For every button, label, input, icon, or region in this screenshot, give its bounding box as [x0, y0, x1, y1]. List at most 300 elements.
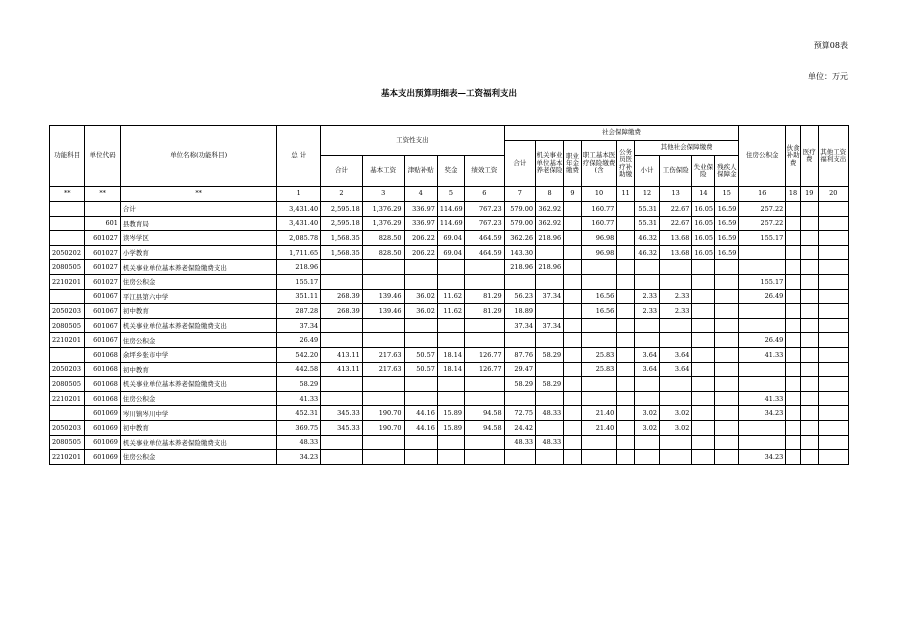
table-cell [362, 391, 404, 406]
table-cell: 16.56 [581, 304, 616, 319]
unit-code-cell: 601069 [85, 420, 120, 435]
unit-code-cell: 601027 [85, 274, 120, 289]
unit-name-cell: 合计 [120, 202, 276, 217]
table-cell: 2.33 [635, 289, 660, 304]
table-cell [564, 245, 582, 260]
table-cell: 2,595.18 [321, 216, 363, 231]
table-cell: 15.89 [437, 420, 464, 435]
table-cell [818, 289, 848, 304]
table-cell [564, 377, 582, 392]
table-cell [692, 435, 715, 450]
table-cell: 13.68 [660, 231, 692, 246]
table-cell [818, 406, 848, 421]
table-cell [404, 318, 437, 333]
table-cell [660, 450, 692, 465]
table-cell [362, 260, 404, 275]
table-cell [564, 318, 582, 333]
table-cell [692, 362, 715, 377]
table-cell [581, 450, 616, 465]
table-cell: 767.23 [465, 202, 505, 217]
column-index-cell: 16 [739, 187, 786, 202]
table-cell [362, 318, 404, 333]
func-code-cell [50, 289, 85, 304]
table-cell [800, 333, 818, 348]
unit-code-cell: 601068 [85, 347, 120, 362]
table-cell: 13.68 [660, 245, 692, 260]
table-cell [660, 435, 692, 450]
table-cell: 336.97 [404, 202, 437, 217]
table-cell: 18.14 [437, 347, 464, 362]
table-cell [437, 391, 464, 406]
column-index-cell: 3 [362, 187, 404, 202]
table-cell [818, 304, 848, 319]
table-cell: 69.04 [437, 231, 464, 246]
table-cell [818, 420, 848, 435]
table-cell: 1,568.35 [321, 245, 363, 260]
table-cell [617, 420, 635, 435]
column-index-cell: 10 [581, 187, 616, 202]
table-cell: 3,431.40 [277, 202, 321, 217]
table-cell [465, 260, 505, 275]
table-cell: 16.56 [581, 289, 616, 304]
table-cell: 87.76 [504, 347, 535, 362]
unit-name-cell: 岑川镇岑川中学 [120, 406, 276, 421]
table-cell [564, 391, 582, 406]
table-cell [739, 362, 786, 377]
table-cell: 21.40 [581, 420, 616, 435]
table-cell [786, 435, 801, 450]
table-cell [564, 260, 582, 275]
table-cell: 160.77 [581, 202, 616, 217]
table-cell: 48.33 [535, 406, 563, 421]
table-cell [715, 362, 739, 377]
header-performance-wage: 绩效工资 [465, 156, 505, 187]
header-unit-name: 单位名称(功能科目) [120, 126, 276, 187]
table-cell [504, 333, 535, 348]
table-cell [660, 274, 692, 289]
table-cell [321, 318, 363, 333]
table-cell: 2,085.78 [277, 231, 321, 246]
table-cell: 21.40 [581, 406, 616, 421]
table-cell: 257.22 [739, 202, 786, 217]
table-cell [581, 377, 616, 392]
table-cell: 2,595.18 [321, 202, 363, 217]
column-index-cell: 19 [800, 187, 818, 202]
table-cell [362, 435, 404, 450]
column-index-cell: 15 [715, 187, 739, 202]
table-cell: 345.33 [321, 420, 363, 435]
unit-name-cell: 小学教育 [120, 245, 276, 260]
table-cell: 464.59 [465, 231, 505, 246]
table-cell: 48.33 [277, 435, 321, 450]
table-cell [535, 391, 563, 406]
table-cell [564, 406, 582, 421]
table-cell [465, 450, 505, 465]
table-cell: 1,568.35 [321, 231, 363, 246]
table-cell [321, 274, 363, 289]
table-cell: 206.22 [404, 231, 437, 246]
unit-name-cell: 机关事业单位基本养老保险缴费支出 [120, 260, 276, 275]
table-cell [465, 318, 505, 333]
table-cell [800, 245, 818, 260]
table-cell: 26.49 [739, 289, 786, 304]
table-cell [818, 347, 848, 362]
unit-code-cell: 601068 [85, 362, 120, 377]
header-disabled-fund: 残疾人保障金 [715, 156, 739, 187]
table-cell [800, 231, 818, 246]
table-cell: 72.75 [504, 406, 535, 421]
table-cell [581, 435, 616, 450]
form-number: 预算08表 [813, 41, 848, 50]
table-cell [786, 304, 801, 319]
table-cell: 37.34 [504, 318, 535, 333]
table-cell [635, 260, 660, 275]
table-cell: 16.59 [715, 216, 739, 231]
table-cell: 155.17 [739, 231, 786, 246]
unit-name-cell: 机关事业单位基本养老保险缴费支出 [120, 318, 276, 333]
table-row [50, 391, 849, 406]
table-cell [617, 450, 635, 465]
table-cell [715, 450, 739, 465]
table-cell [692, 274, 715, 289]
header-unit-code: 单位代码 [85, 126, 120, 187]
unit-code-cell: 601027 [85, 245, 120, 260]
table-cell: 3.64 [635, 347, 660, 362]
table-cell: 18.14 [437, 362, 464, 377]
header-other-welfare: 其他工资福利支出 [818, 126, 848, 187]
table-cell [800, 450, 818, 465]
table-cell: 452.31 [277, 406, 321, 421]
table-cell [581, 318, 616, 333]
table-cell [715, 420, 739, 435]
table-cell [715, 304, 739, 319]
table-cell: 362.92 [535, 216, 563, 231]
table-cell [800, 304, 818, 319]
table-cell [692, 450, 715, 465]
table-cell: 16.05 [692, 216, 715, 231]
header-medical-insurance: 职工基本医疗保险缴费(含 [581, 141, 616, 187]
table-cell [437, 333, 464, 348]
table-cell [404, 260, 437, 275]
header-wage-group: 工资性支出 [321, 126, 505, 156]
table-cell: 218.96 [277, 260, 321, 275]
table-cell [739, 260, 786, 275]
table-cell [786, 202, 801, 217]
table-cell [617, 347, 635, 362]
table-cell [786, 260, 801, 275]
table-cell: 29.47 [504, 362, 535, 377]
table-cell: 828.50 [362, 231, 404, 246]
unit-code-cell: 601 [85, 216, 120, 231]
table-cell [692, 420, 715, 435]
table-cell: 218.96 [504, 260, 535, 275]
table-cell: 24.42 [504, 420, 535, 435]
table-cell [535, 274, 563, 289]
table-cell [321, 377, 363, 392]
table-cell [800, 318, 818, 333]
table-cell [564, 231, 582, 246]
column-index-cell: 20 [818, 187, 848, 202]
table-cell [465, 391, 505, 406]
header-civil-medical: 公务员医疗补助缴 [617, 141, 635, 187]
table-cell: 2.33 [635, 304, 660, 319]
table-cell: 36.02 [404, 304, 437, 319]
func-code-cell: 2210201 [50, 274, 85, 289]
table-cell [786, 245, 801, 260]
table-cell [786, 347, 801, 362]
table-cell [617, 318, 635, 333]
table-cell [715, 274, 739, 289]
table-cell: 37.34 [535, 318, 563, 333]
table-cell: 46.32 [635, 231, 660, 246]
table-cell [692, 333, 715, 348]
func-code-cell: 2210201 [50, 450, 85, 465]
table-cell [564, 435, 582, 450]
table-cell [321, 333, 363, 348]
table-cell: 11.62 [437, 304, 464, 319]
table-cell: 1,711.65 [277, 245, 321, 260]
table-cell: 34.23 [739, 450, 786, 465]
column-index-cell: 1 [277, 187, 321, 202]
table-cell [692, 289, 715, 304]
table-cell [437, 435, 464, 450]
table-cell: 81.29 [465, 289, 505, 304]
table-cell [818, 391, 848, 406]
table-cell: 37.34 [535, 289, 563, 304]
header-unemployment-insurance: 失业保险 [692, 156, 715, 187]
table-cell [617, 304, 635, 319]
func-code-cell [50, 231, 85, 246]
table-cell: 46.32 [635, 245, 660, 260]
table-cell: 828.50 [362, 245, 404, 260]
table-cell [800, 260, 818, 275]
table-cell [800, 289, 818, 304]
table-cell [800, 420, 818, 435]
table-cell: 56.23 [504, 289, 535, 304]
table-cell [465, 274, 505, 289]
table-cell: 579.00 [504, 202, 535, 217]
table-cell: 50.57 [404, 347, 437, 362]
table-cell: 139.46 [362, 289, 404, 304]
table-cell [786, 318, 801, 333]
func-code-cell: 2080505 [50, 318, 85, 333]
table-cell [800, 377, 818, 392]
column-index-cell: 2 [321, 187, 363, 202]
unit-code-cell: 601069 [85, 450, 120, 465]
table-cell: 50.57 [404, 362, 437, 377]
header-allowance: 津贴补贴 [404, 156, 437, 187]
column-index-cell: 8 [535, 187, 563, 202]
table-cell: 37.34 [277, 318, 321, 333]
table-cell: 362.92 [535, 202, 563, 217]
table-cell [660, 377, 692, 392]
table-row [50, 435, 849, 450]
table-cell [404, 333, 437, 348]
table-cell [818, 260, 848, 275]
table-cell [581, 391, 616, 406]
table-cell: 218.96 [535, 231, 563, 246]
table-cell [715, 260, 739, 275]
table-cell: 3.64 [635, 362, 660, 377]
unit-name-cell: 住房公积金 [120, 450, 276, 465]
column-index-cell: 7 [504, 187, 535, 202]
table-cell: 3,431.40 [277, 216, 321, 231]
column-index-cell: 4 [404, 187, 437, 202]
column-index-cell: 11 [617, 187, 635, 202]
table-cell: 139.46 [362, 304, 404, 319]
table-header [50, 126, 849, 202]
unit-label: 单位：万元 [808, 72, 848, 81]
header-other-ss-group: 其他社会保障缴费 [635, 141, 739, 156]
table-row [50, 333, 849, 348]
table-cell [715, 391, 739, 406]
table-cell [800, 216, 818, 231]
func-code-cell: 2050203 [50, 420, 85, 435]
table-cell: 579.00 [504, 216, 535, 231]
table-cell [404, 391, 437, 406]
table-cell: 268.39 [321, 289, 363, 304]
table-cell: 190.70 [362, 406, 404, 421]
column-index-row [50, 187, 849, 202]
table-cell [535, 333, 563, 348]
table-cell [465, 435, 505, 450]
table-cell [617, 333, 635, 348]
column-index-cell: 18 [786, 187, 801, 202]
table-cell: 218.96 [535, 260, 563, 275]
table-cell [535, 420, 563, 435]
table-cell: 413.11 [321, 347, 363, 362]
header-social-security-group: 社会保障缴费 [504, 126, 739, 141]
table-row [50, 362, 849, 377]
table-cell [739, 420, 786, 435]
table-cell: 41.33 [739, 347, 786, 362]
table-cell: 1,376.29 [362, 216, 404, 231]
table-cell: 58.29 [504, 377, 535, 392]
table-cell [800, 347, 818, 362]
table-cell: 2.33 [660, 304, 692, 319]
table-cell [818, 362, 848, 377]
table-cell [437, 377, 464, 392]
table-cell: 3.64 [660, 362, 692, 377]
func-code-cell [50, 216, 85, 231]
table-cell [818, 333, 848, 348]
func-code-cell: 2080505 [50, 435, 85, 450]
table-cell [818, 202, 848, 217]
table-row [50, 245, 849, 260]
table-row [50, 450, 849, 465]
table-cell: 155.17 [739, 274, 786, 289]
table-cell [739, 304, 786, 319]
table-cell [715, 289, 739, 304]
unit-code-cell: 601068 [85, 391, 120, 406]
table-cell [800, 391, 818, 406]
table-cell [564, 202, 582, 217]
table-cell [818, 377, 848, 392]
table-cell [818, 231, 848, 246]
table-cell: 96.98 [581, 231, 616, 246]
column-index-cell: ** [85, 187, 120, 202]
table-cell [692, 391, 715, 406]
func-code-cell: 2050202 [50, 245, 85, 260]
table-cell [818, 450, 848, 465]
table-cell [692, 260, 715, 275]
table-cell: 16.05 [692, 202, 715, 217]
table-cell [617, 202, 635, 217]
table-cell: 217.63 [362, 347, 404, 362]
table-cell: 58.29 [535, 377, 563, 392]
table-cell [617, 377, 635, 392]
page-title: 基本支出预算明细表—工资福利支出 [380, 89, 517, 99]
unit-code-cell: 601069 [85, 406, 120, 421]
table-cell [535, 245, 563, 260]
table-cell [617, 245, 635, 260]
func-code-cell: 2050203 [50, 304, 85, 319]
table-cell: 143.30 [504, 245, 535, 260]
unit-name-cell: 县教育局 [120, 216, 276, 231]
table-cell: 69.04 [437, 245, 464, 260]
table-cell [739, 377, 786, 392]
table-cell [818, 318, 848, 333]
table-cell: 126.77 [465, 347, 505, 362]
table-cell [660, 333, 692, 348]
table-cell [715, 347, 739, 362]
table-cell [818, 274, 848, 289]
unit-name-cell: 住房公积金 [120, 391, 276, 406]
table-cell [786, 420, 801, 435]
budget-detail-table [49, 125, 849, 465]
table-cell [635, 274, 660, 289]
table-cell [564, 347, 582, 362]
table-cell: 22.67 [660, 202, 692, 217]
table-cell [321, 435, 363, 450]
table-cell: 268.39 [321, 304, 363, 319]
table-cell [321, 450, 363, 465]
table-cell [564, 304, 582, 319]
table-cell [635, 333, 660, 348]
column-index-cell: 6 [465, 187, 505, 202]
table-cell [660, 260, 692, 275]
unit-name-cell: 初中教育 [120, 362, 276, 377]
table-cell: 36.02 [404, 289, 437, 304]
table-body [50, 202, 849, 465]
table-cell: 126.77 [465, 362, 505, 377]
table-cell: 48.33 [535, 435, 563, 450]
table-cell [581, 260, 616, 275]
table-cell: 287.28 [277, 304, 321, 319]
table-cell: 15.89 [437, 406, 464, 421]
func-code-cell [50, 202, 85, 217]
table-cell: 336.97 [404, 216, 437, 231]
table-cell [504, 274, 535, 289]
table-cell: 26.49 [277, 333, 321, 348]
table-row [50, 289, 849, 304]
table-cell: 3.02 [635, 420, 660, 435]
table-cell [786, 289, 801, 304]
table-cell [404, 274, 437, 289]
table-cell: 44.16 [404, 406, 437, 421]
table-cell [692, 377, 715, 392]
table-cell [692, 406, 715, 421]
table-cell [437, 274, 464, 289]
table-cell [617, 231, 635, 246]
header-total: 总 计 [277, 126, 321, 187]
table-cell [465, 333, 505, 348]
table-cell [800, 202, 818, 217]
table-cell: 11.62 [437, 289, 464, 304]
column-index-cell: ** [120, 187, 276, 202]
table-cell [715, 377, 739, 392]
header-wage-subtotal: 合计 [321, 156, 363, 187]
